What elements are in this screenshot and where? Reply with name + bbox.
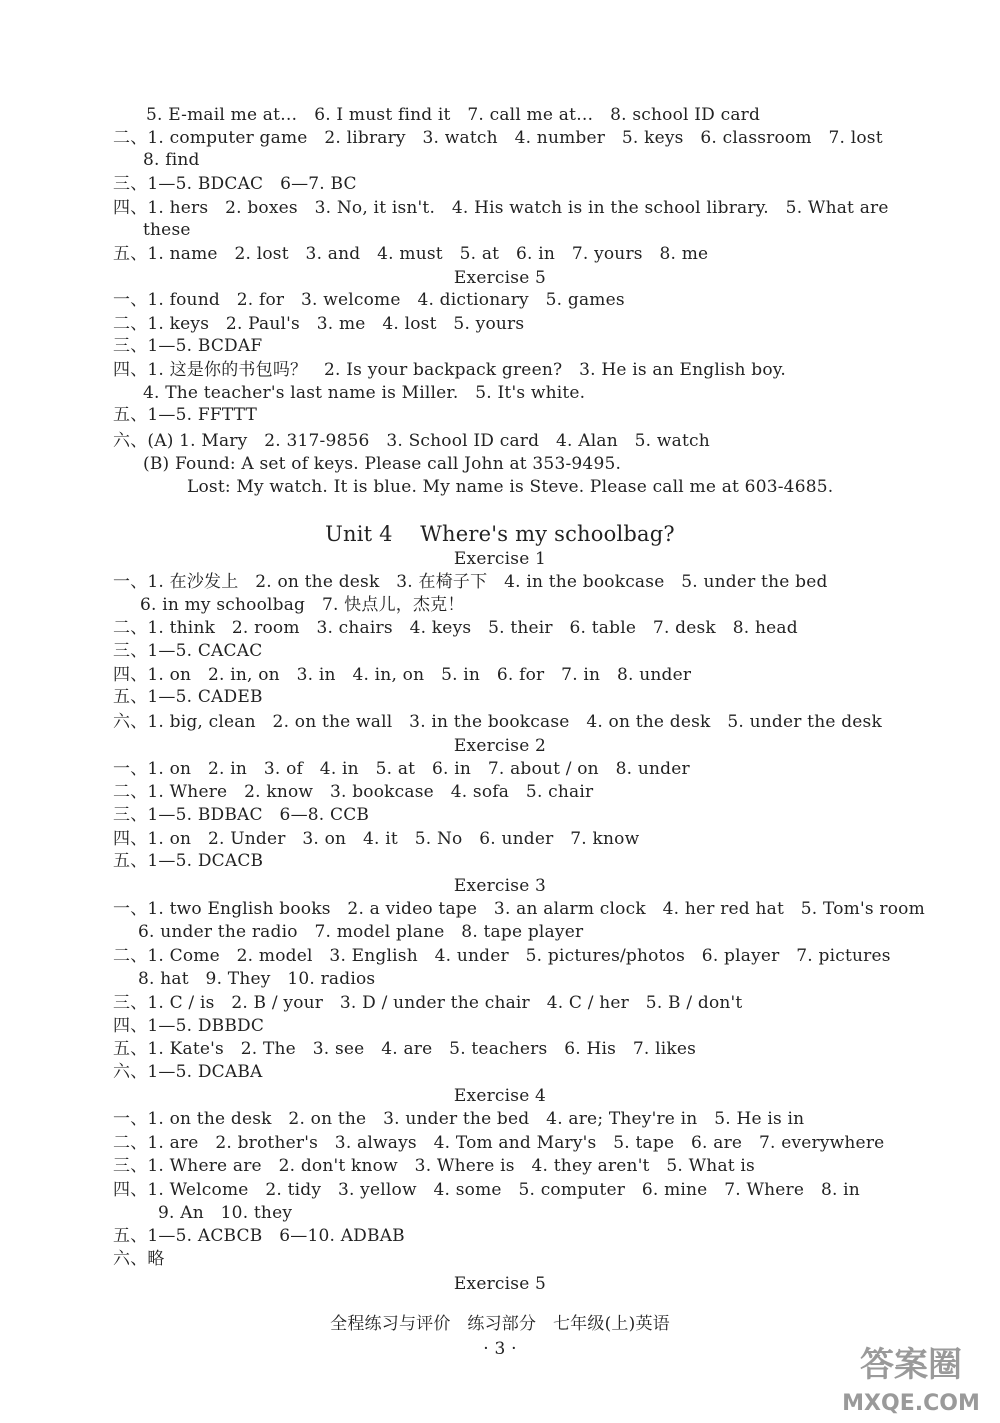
answer-line: 五、1—5. ACBCB 6—10. ADBAB	[113, 1226, 405, 1246]
answer-line: 四、1—5. DBBDC	[113, 1016, 265, 1036]
answer-line: 二、1. keys 2. Paul's 3. me 4. lost 5. yours	[113, 314, 525, 334]
answer-line: 二、1. Come 2. model 3. English 4. under 5. pictures/photos 6. player 7. pictures	[113, 946, 891, 966]
answer-line: 二、1. think 2. room 3. chairs 4. keys 5. their 6. table 7. desk 8. head	[113, 618, 798, 638]
answer-line: 一、1. 在沙发上 2. on the desk 3. 在椅子下 4. in the bookcase 5. under the bed	[113, 572, 828, 592]
answer-line: 四、1. hers 2. boxes 3. No, it isn't. 4. His watch is in the school library. 5. What are	[113, 198, 889, 218]
page-number: · 3 ·	[483, 1339, 517, 1359]
answer-line: 8. hat 9. They 10. radios	[138, 969, 376, 989]
answer-line: 三、1—5. CACAC	[113, 641, 263, 661]
exercise-heading: Exercise 4	[453, 1086, 547, 1106]
answer-line: 三、1—5. BCDAF	[113, 336, 263, 356]
answer-line: 三、1. Where are 2. don't know 3. Where is 4. they aren't 5. What is	[113, 1156, 755, 1176]
answer-line: 三、1. C / is 2. B / your 3. D / under the chair 4. C / her 5. B / don't	[113, 993, 743, 1013]
exercise-heading: Exercise 3	[453, 876, 547, 896]
answer-line: 6. under the radio 7. model plane 8. tape player	[138, 922, 584, 942]
watermark-bottom-text: MXQE.COM	[842, 1391, 980, 1416]
answer-line: 8. find	[143, 150, 200, 170]
answer-line: 四、1. on 2. Under 3. on 4. it 5. No 6. under 7. know	[113, 829, 640, 849]
answer-line: 六、(A) 1. Mary 2. 317-9856 3. School ID card 4. Alan 5. watch	[113, 431, 710, 451]
answer-line: 五、1. Kate's 2. The 3. see 4. are 5. teachers 6. His 7. likes	[113, 1039, 697, 1059]
answer-line: 五、1—5. FFTTT	[113, 405, 258, 425]
answer-line: 一、1. on the desk 2. on the 3. under the bed 4. are; They're in 5. He is in	[113, 1109, 805, 1129]
answer-line: 四、1. 这是你的书包吗？ 2. Is your backpack green? 3. He is an English boy.	[113, 360, 786, 380]
answer-line: Lost: My watch. It is blue. My name is Steve. Please call me at 603-4685.	[187, 477, 834, 497]
answer-line: 二、1. are 2. brother's 3. always 4. Tom and Mary's 5. tape 6. are 7. everywhere	[113, 1133, 885, 1153]
answer-line: 5. E-mail me at… 6. I must find it 7. call me at… 8. school ID card	[146, 105, 761, 125]
answer-line: 一、1. on 2. in 3. of 4. in 5. at 6. in 7. about / on 8. under	[113, 759, 690, 779]
watermark-top-text: 答案圈	[860, 1345, 962, 1385]
answer-line: (B) Found: A set of keys. Please call John at 353-9495.	[143, 454, 622, 474]
answer-line: 五、1. name 2. lost 3. and 4. must 5. at 6. in 7. yours 8. me	[113, 244, 709, 264]
answer-line: 六、1—5. DCABA	[113, 1062, 263, 1082]
answer-line: 四、1. on 2. in, on 3. in 4. in, on 5. in 6. for 7. in 8. under	[113, 665, 692, 685]
answer-line: 六、略	[113, 1249, 165, 1269]
unit-title: Unit 4 Where's my schoolbag?	[325, 522, 675, 546]
answer-line: 二、1. computer game 2. library 3. watch 4. number 5. keys 6. classroom 7. lost	[113, 128, 883, 148]
answer-line: 五、1—5. DCACB	[113, 851, 264, 871]
exercise-heading: Exercise 2	[453, 736, 547, 756]
answer-line: 四、1. Welcome 2. tidy 3. yellow 4. some 5. computer 6. mine 7. Where 8. in	[113, 1180, 860, 1200]
footer-title: 全程练习与评价 练习部分 七年级(上)英语	[330, 1314, 670, 1334]
answer-line: 6. in my schoolbag 7. 快点儿，杰克！	[140, 595, 465, 615]
answer-line: 4. The teacher's last name is Miller. 5. It's white.	[143, 383, 586, 403]
answer-line: 9. An 10. they	[158, 1203, 293, 1223]
answer-line: 六、1. big, clean 2. on the wall 3. in the bookcase 4. on the desk 5. under the desk	[113, 712, 882, 732]
answer-line: 二、1. Where 2. know 3. bookcase 4. sofa 5. chair	[113, 782, 594, 802]
answer-line: these	[143, 220, 191, 240]
exercise-heading: Exercise 1	[453, 549, 547, 569]
answer-line: 三、1—5. BDCAC 6—7. BC	[113, 174, 357, 194]
exercise-heading: Exercise 5	[453, 268, 547, 288]
answer-line: 一、1. two English books 2. a video tape 3. an alarm clock 4. her red hat 5. Tom's room	[113, 899, 925, 919]
exercise-heading: Exercise 5	[453, 1274, 547, 1294]
answer-line: 一、1. found 2. for 3. welcome 4. dictionary 5. games	[113, 290, 625, 310]
answer-line: 五、1—5. CADEB	[113, 687, 263, 707]
watermark-logo	[836, 1338, 986, 1418]
answer-line: 三、1—5. BDBAC 6—8. CCB	[113, 805, 370, 825]
